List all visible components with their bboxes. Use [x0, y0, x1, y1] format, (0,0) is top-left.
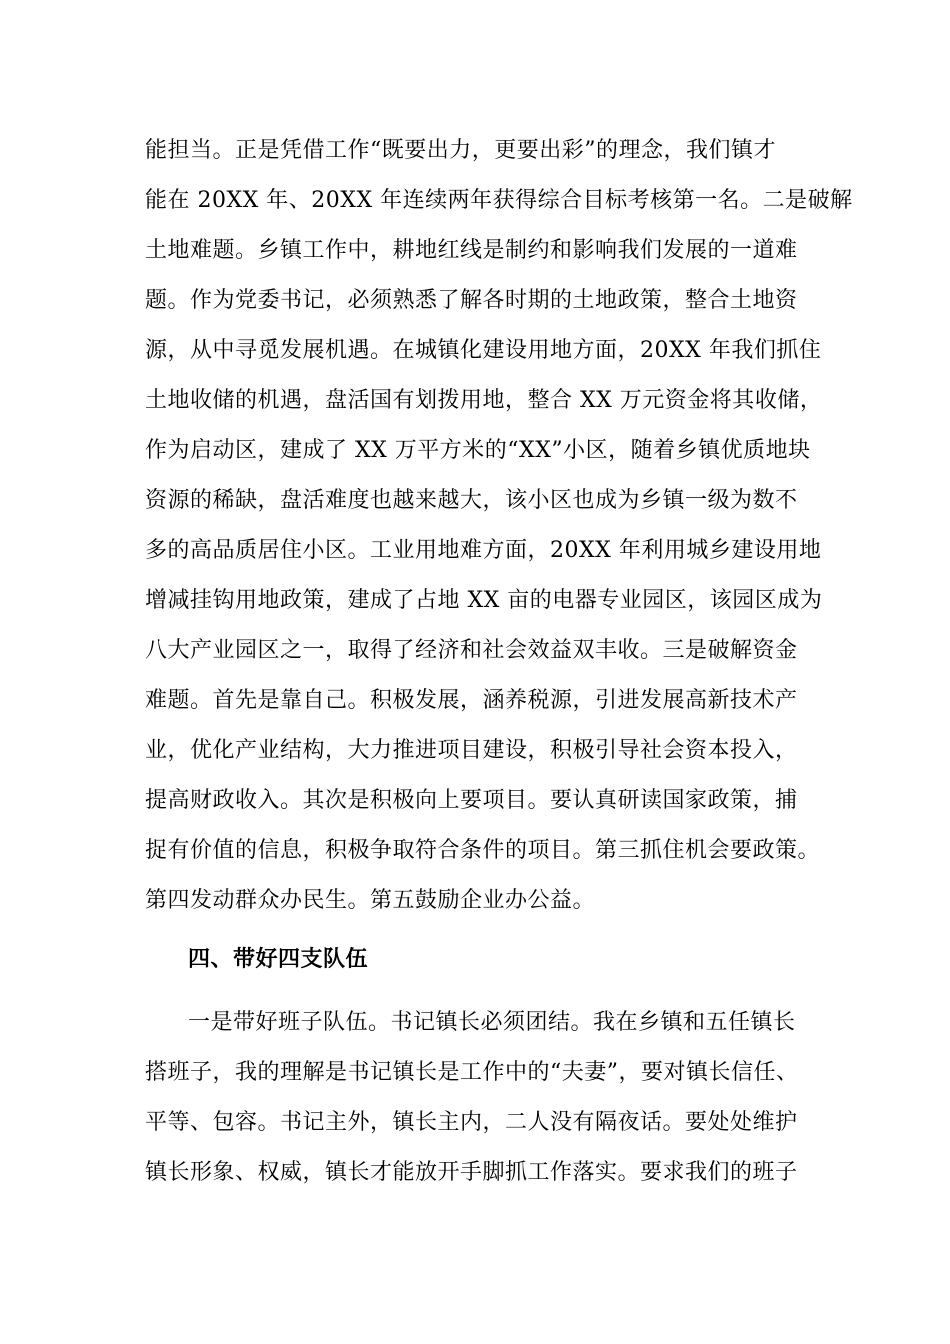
body-text-line: 源，从中寻觅发展机遇。在城镇化建设用地方面，20XX 年我们抓住 [145, 338, 822, 363]
body-text-line: 土地收储的机遇，盘活国有划拨用地，整合 XX 万元资金将其收储， [145, 388, 823, 413]
body-text-line: 八大产业园区之一，取得了经济和社会效益双丰收。三是破解资金 [145, 638, 798, 663]
body-text-line: 资源的稀缺，盘活难度也越来越大，该小区也成为乡镇一级为数不 [145, 488, 798, 513]
body-text-line: 能在 20XX 年、20XX 年连续两年获得综合目标考核第一名。二是破解 [145, 188, 853, 213]
body-text-line: 多的高品质居住小区。工业用地难方面，20XX 年利用城乡建设用地 [145, 538, 822, 563]
body-text-line: 增减挂钩用地政策，建成了占地 XX 亩的电器专业园区，该园区成为 [145, 588, 823, 613]
body-text-line: 作为启动区，建成了 XX 万平方米的“XX”小区，随着乡镇优质地块 [145, 438, 811, 463]
body-text-line: 提高财政收入。其次是积极向上要项目。要认真研读国家政策，捕 [145, 788, 798, 813]
body-text-line: 能担当。正是凭借工作“既要出力，更要出彩”的理念，我们镇才 [145, 138, 776, 163]
body-text-line: 捉有价值的信息，积极争取符合条件的项目。第三抓住机会要政策。 [145, 838, 821, 863]
body-text-line: 镇长形象、权威，镇长才能放开手脚抓工作落实。要求我们的班子 [145, 1160, 798, 1185]
body-text-line: 业，优化产业结构，大力推进项目建设，积极引导社会资本投入， [145, 738, 798, 763]
body-text-line: 难题。首先是靠自己。积极发展，涵养税源，引进发展高新技术产 [145, 688, 798, 713]
body-text-line: 土地难题。乡镇工作中，耕地红线是制约和影响我们发展的一道难 [145, 238, 798, 263]
body-text-line: 一是带好班子队伍。书记镇长必须团结。我在乡镇和五任镇长 [188, 1010, 796, 1035]
body-text-line: 搭班子，我的理解是书记镇长是工作中的“夫妻”，要对镇长信任、 [145, 1060, 799, 1085]
body-text-line: 题。作为党委书记，必须熟悉了解各时期的土地政策，整合土地资 [145, 288, 798, 313]
body-text-line: 平等、包容。书记主外，镇长主内，二人没有隔夜话。要处处维护 [145, 1110, 798, 1135]
body-text-line: 第四发动群众办民生。第五鼓励企业办公益。 [145, 888, 596, 913]
section-heading: 四、带好四支队伍 [188, 946, 369, 972]
